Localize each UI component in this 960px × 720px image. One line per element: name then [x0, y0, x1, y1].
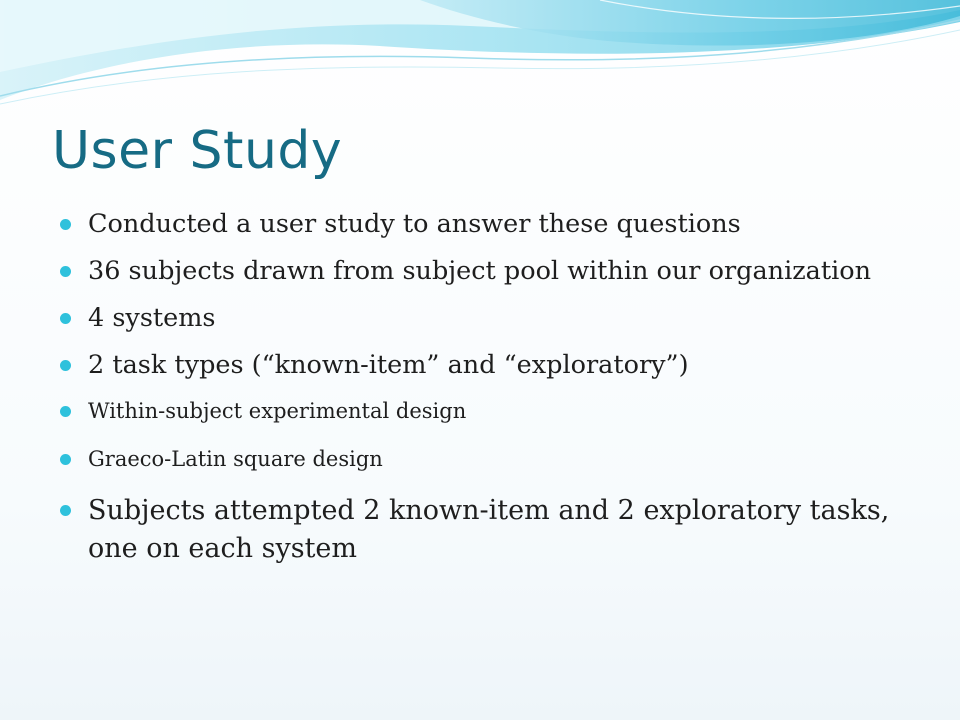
bullet-list [58, 208, 918, 568]
bullet-marker-icon [60, 313, 71, 324]
bullet-marker-icon [60, 219, 71, 230]
bullet-marker-icon [60, 266, 71, 277]
bullet-text: 36 subjects drawn from subject pool within our organization [88, 256, 872, 286]
bullet-marker-icon [60, 454, 71, 465]
bullet-text: 2 task types (“known-item” and “exploratory”) [88, 350, 689, 380]
slide-title: User Study [52, 121, 343, 181]
bullet-item [58, 396, 918, 426]
bullet-item [58, 302, 918, 335]
bullet-item [58, 255, 918, 288]
bullet-marker-icon [60, 360, 71, 371]
header-wave-decoration [0, 0, 960, 110]
bullet-text: 4 systems [88, 303, 216, 333]
bullet-item [58, 444, 918, 474]
bullet-text: Subjects attempted 2 known-item and 2 exploratory tasks, one on each system [88, 495, 890, 564]
bullet-marker-icon [60, 505, 71, 516]
bullet-item [58, 349, 918, 382]
bullet-marker-icon [60, 406, 71, 417]
bullet-text: Conducted a user study to answer these questions [88, 209, 741, 239]
bullet-text: Within-subject experimental design [88, 399, 467, 423]
bullet-text: Graeco-Latin square design [88, 447, 383, 471]
bullet-item [58, 492, 918, 568]
bullet-item [58, 208, 918, 241]
